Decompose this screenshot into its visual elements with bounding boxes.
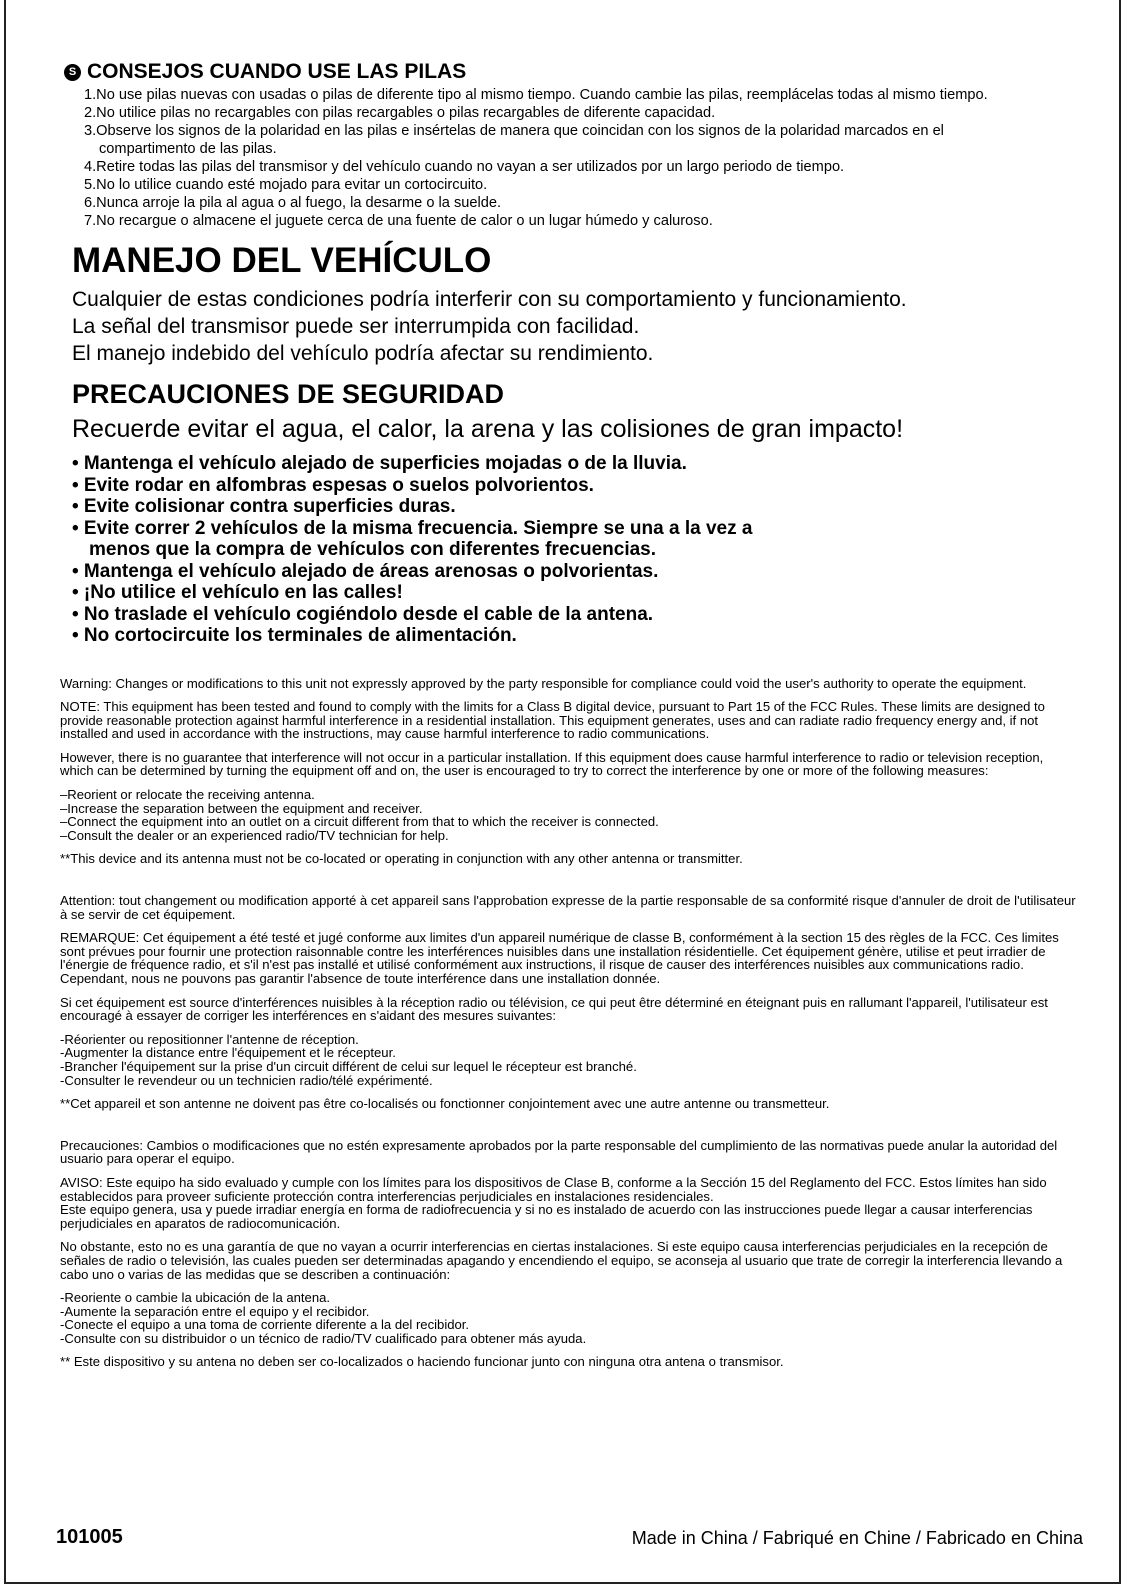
list-item: • No cortocircuite los terminales de alimentación.: [72, 625, 517, 646]
list-item: • Evite colisionar contra superficies duras.: [72, 496, 456, 517]
list-item: -Reoriente o cambie la ubicación de la antena.: [60, 1290, 331, 1306]
paragraph: REMARQUE: Cet équipement a été testé et jugé conforme aux limites d'un appareil numérique de classe B, conformément à la section 15 des règles de la FCC. Ces limites sont prévues pour fournir une protection raisonnable contre les interférences nuisibles dans une installation résidentielle. Cet équipement génère, utilise et peut irradier de l'énergie de fréquence radio, et s'il n'est pas installé et utilisé conformément aux instructions, il risque de causer des interférences nuisibles aux communications radio. Cependant, nous ne pouvons pas garantir l'absence de toute interférence dans une installation donnée.: [60, 930, 1059, 986]
paragraph: **This device and its antenna must not be co-located or operating in conjunction with any other antenna or transmitter.: [60, 851, 743, 867]
list-item: –Reorient or relocate the receiving antenna.: [60, 787, 315, 803]
list-item: • ¡No utilice el vehículo en las calles!: [72, 582, 403, 603]
page-footer: [6, 1526, 1119, 1550]
paragraph: NOTE: This equipment has been tested and found to comply with the limits for a Class B digital device, pursuant to Part 15 of the FCC Rules. These limits are designed to provide reasonable protection against harmful interference in a residential installation. This equipment generates, uses and can radiate radio frequency energy and, if not installed and used in accordance with the instructions, may cause harmful interference to radio communications.: [60, 699, 1045, 742]
list-item: 3.Observe los signos de la polaridad en las pilas e insértelas de manera que coincidan con los signos de la polaridad marcados en el: [84, 123, 944, 139]
list-item: -Réorienter ou repositionner l'antenne de réception.: [60, 1031, 359, 1047]
paragraph: No obstante, esto no es una garantía de que no vayan a ocurrir interferencias en ciertas instalaciones. Si este equipo causa interferencias perjudiciales en la recepción de señales de radio o televisión, las cuales pueden ser determinadas apagando y encendiendo el equipo, se aconseja al usuario que trate de corregir la interferencia llevando a cabo uno o varias de las medidas que se describen a continuación:: [60, 1239, 1063, 1282]
paragraph: Este equipo genera, usa y puede irradiar energía en forma de radiofrecuencia y si no es instalado de acuerdo con las instrucciones puede llegar a causar interferencias perjudiciales en aparatos de radiocomunicación.: [60, 1202, 1033, 1231]
measures-list: [60, 788, 1079, 842]
list-item: 1.No use pilas nuevas con usadas o pilas de diferente tipo al mismo tiempo. Cuando cambie las pilas, reemplácelas todas al mismo tiempo.: [84, 87, 988, 103]
paragraph-line: El manejo indebido del vehículo podría afectar su rendimiento.: [72, 342, 654, 365]
list-item: -Brancher l'équipement sur la prise d'un circuit différent de celui sur lequel le récepteur est branché.: [60, 1058, 637, 1074]
paragraph: AVISO: Este equipo ha sido evaluado y cumple con los límites para los dispositivos de Clase B, conforme a la Sección 15 del Reglamento del FCC. Estos límites han sido establecidos para proveer suficiente protección contra interferencias perjudiciales en instalaciones residenciales.: [60, 1174, 1047, 1204]
list-item: -Consulte con su distribuidor o un técnico de radio/TV cualificado para obtener más ayuda.: [60, 1330, 587, 1346]
product-code: 101005: [56, 1526, 123, 1548]
paragraph: However, there is no guarantee that interference will not occur in a particular installation. If this equipment does cause harmful interference to radio or television reception, which can be determined by turning the equipment off and on, the user is encouraged to try to correct the interference by one or more of the following measures:: [60, 749, 1044, 779]
list-item: menos que la compra de vehículos con diferentes frecuencias.: [89, 539, 657, 560]
paragraph: Attention: tout changement ou modification apporté à cet appareil sans l'approbation expresse de la partie responsable de sa conformité risque d'annuler de droit de l'utilisateur à se servir de cet équipement.: [60, 893, 1076, 922]
fcc-statement-french: [60, 894, 1079, 1111]
battery-tips-title: CONSEJOS CUANDO USE LAS PILAS: [87, 60, 467, 83]
list-item: 7.No recargue o almacene el juguete cerca de una fuente de calor o un lugar húmedo y caluroso.: [84, 213, 713, 229]
battery-tips-heading: [64, 60, 1081, 84]
list-item: • Mantenga el vehículo alejado de superficies mojadas o de la lluvia.: [72, 453, 687, 474]
list-item: -Consulter le revendeur ou un technicien radio/télé expérimenté.: [60, 1072, 433, 1088]
paragraph: Warning: Changes or modifications to this unit not expressly approved by the party responsible for compliance could void the user's authority to operate the equipment.: [60, 675, 1027, 691]
list-item: • Evite rodar en alfombras espesas o suelos polvorientos.: [72, 474, 594, 496]
paragraph: Precauciones: Cambios o modificaciones que no estén expresamente aprobados por la parte responsable del cumplimiento de las normativas puede anular la autoridad del usuario para operar el equipo.: [60, 1137, 1058, 1167]
fcc-statement-english: [60, 677, 1079, 867]
list-item: 2.No utilice pilas no recargables con pilas recargables o pilas recargables de diferente capacidad.: [84, 105, 716, 121]
list-item: -Augmenter la distance entre l'équipement et le récepteur.: [60, 1045, 396, 1061]
document-page: [4, 0, 1121, 1584]
list-item: –Connect the equipment into an outlet on a circuit different from that to which the receiver is connected.: [60, 814, 659, 830]
safety-bullet-list: [72, 453, 1081, 647]
list-item: 5.No lo utilice cuando esté mojado para evitar un cortocircuito.: [84, 177, 488, 193]
country-of-origin: Made in China / Fabriqué en Chine / Fabricado en China: [631, 1528, 1083, 1548]
fcc-statement-spanish: [60, 1139, 1079, 1369]
list-item: 6.Nunca arroje la pila al agua o al fuego, la desarme o la suelde.: [84, 195, 501, 211]
paragraph: **Cet appareil et son antenne ne doivent pas être co-localisés ou fonctionner conjointement avec une autre antenne ou transmetteur.: [60, 1096, 830, 1112]
measures-list: [60, 1291, 1079, 1345]
list-item: –Increase the separation between the equipment and receiver.: [60, 800, 423, 816]
paragraph-line: La señal del transmisor puede ser interrumpida con facilidad.: [72, 315, 640, 338]
safety-precautions-title: PRECAUCIONES DE SEGURIDAD: [72, 379, 505, 409]
vehicle-handling-title: MANEJO DEL VEHÍCULO: [72, 241, 492, 280]
list-item: –Consult the dealer or an experienced radio/TV technician for help.: [60, 827, 449, 843]
paragraph: ** Este dispositivo y su antena no deben ser co-localizados o haciendo funcionar junto con ninguna otra antena o transmisor.: [60, 1354, 784, 1370]
list-item: • Mantenga el vehículo alejado de áreas arenosas o polvorientas.: [72, 560, 659, 582]
list-item: -Aumente la separación entre el equipo y el recibidor.: [60, 1303, 370, 1319]
section-marker-icon: S: [64, 64, 81, 81]
list-item: • No traslade el vehículo cogiéndolo desde el cable de la antena.: [72, 603, 654, 625]
measures-list: [60, 1033, 1079, 1087]
list-item: -Conecte el equipo a una toma de corriente diferente a la del recibidor.: [60, 1317, 470, 1333]
list-item: • Evite correr 2 vehículos de la misma frecuencia. Siempre se una a la vez a: [72, 517, 753, 539]
paragraph-line: Cualquier de estas condiciones podría interferir con su comportamiento y funcionamiento.: [72, 288, 907, 311]
paragraph: Si cet équipement est source d'interférences nuisibles à la réception radio ou télévision, ce qui peut être déterminé en éteignant puis en rallumant l'appareil, l'utilisateur est encouragé à essayer de corriger les interférences en s'aidant des mesures suivantes:: [60, 994, 1048, 1024]
list-item: 4.Retire todas las pilas del transmisor y del vehículo cuando no vayan a ser utilizados por un largo periodo de tiempo.: [84, 159, 845, 175]
safety-precautions-subtitle: Recuerde evitar el agua, el calor, la arena y las colisiones de gran impacto!: [72, 415, 904, 443]
battery-tips-list: [84, 86, 1081, 230]
vehicle-handling-text: [72, 286, 1081, 367]
list-item: compartimento de las pilas.: [99, 141, 277, 157]
